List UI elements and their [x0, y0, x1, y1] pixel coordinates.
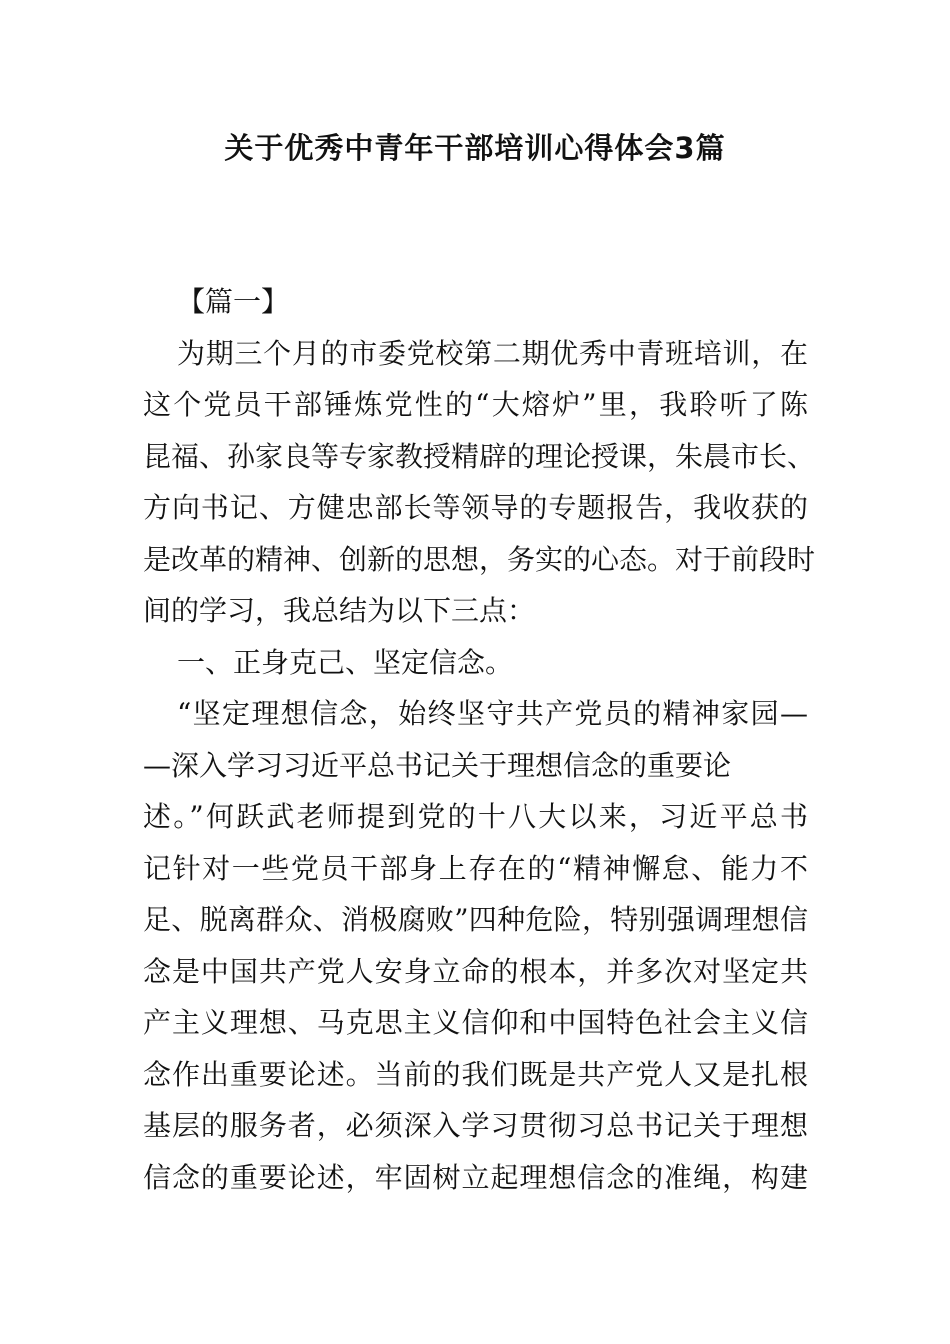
paragraph-line: 是改革的精神、创新的思想，务实的心态。对于前段时: [143, 542, 816, 576]
paragraph-line: —深入学习习近平总书记关于理想信念的重要论: [143, 748, 732, 782]
paragraph-line: 这个党员干部锤炼党性的“大熔炉”里，我聆听了陈: [143, 388, 808, 421]
subsection-heading: 一、正身克己、坚定信念。: [177, 645, 514, 679]
paragraph-line: 足、脱离群众、消极腐败”四种危险，特别强调理想信: [143, 903, 808, 936]
paragraph-line: 昆福、孙家良等专家教授精辟的理论授课，朱晨市长、: [143, 439, 816, 473]
section-heading: 【篇一】: [177, 285, 290, 318]
paragraph-line: 述。”何跃武老师提到党的十八大以来，习近平总书: [143, 800, 808, 833]
paragraph-line: 记针对一些党员干部身上存在的“精神懈怠、能力不: [143, 851, 808, 885]
paragraph-line: 为期三个月的市委党校第二期优秀中青班培训，在: [177, 336, 808, 370]
paragraph-line: 念是中国共产党人安身立命的根本，并多次对坚定共: [143, 954, 808, 988]
paragraph-line: “坚定理想信念，始终坚守共产党员的精神家园—: [177, 697, 808, 730]
paragraph-line: 基层的服务者，必须深入学习贯彻习总书记关于理想: [143, 1109, 808, 1142]
paragraph-line: 间的学习，我总结为以下三点：: [143, 594, 536, 627]
document-title: 关于优秀中青年干部培训心得体会3篇: [224, 131, 726, 165]
document-body: [143, 276, 816, 1203]
paragraph-line: 方向书记、方健忠部长等领导的专题报告，我收获的: [143, 491, 808, 524]
paragraph-line: 念作出重要论述。当前的我们既是共产党人又是扎根: [143, 1057, 808, 1091]
paragraph-line: 信念的重要论述，牢固树立起理想信念的准绳，构建: [143, 1160, 808, 1194]
paragraph-line: 产主义理想、马克思主义信仰和中国特色社会主义信: [143, 1006, 808, 1039]
